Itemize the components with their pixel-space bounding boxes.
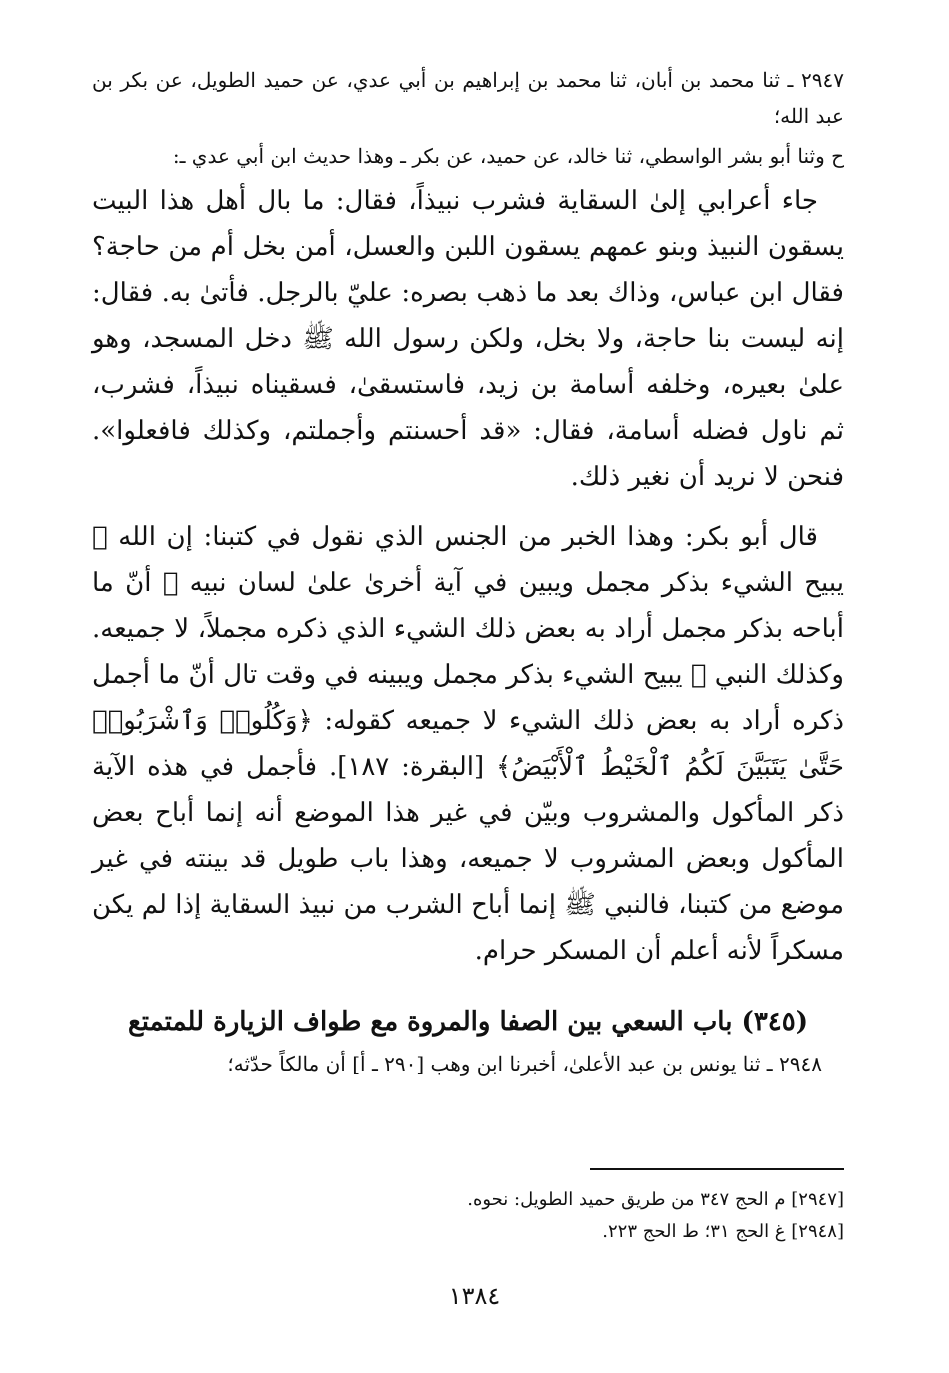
hadith-2948-isnad: ٢٩٤٨ ـ ثنا يونس بن عبد الأعلىٰ، أخبرنا ابن وهب [٢٩٠ ـ أ] أن مالكاً حدّثه؛ [227,1052,822,1076]
main-text [92,62,844,1084]
isnad-line-1: ٢٩٤٧ ـ ثنا محمد بن أبان، ثنا محمد بن إبراهيم بن أبي عدي، عن حميد الطويل، عن بكر بن عبد الله؛ [92,68,844,128]
footnote-2948: [٢٩٤٨] غ الحج ٣١؛ ط الحج ٢٢٣. [602,1221,844,1242]
chapter-heading: (٣٤٥) باب السعي بين الصفا والمروة مع طواف الزيارة للمتمتع [127,1007,809,1037]
footnote-2947: [٢٩٤٧] م الحج ٣٤٧ من طريق حميد الطويل: نحوه. [467,1189,844,1210]
footnote-divider [590,1168,844,1170]
footnotes [92,1184,844,1248]
hadith-2947-isnad [92,62,844,174]
hadith-2947-matn: جاء أعرابي إلىٰ السقاية فشرب نبيذاً، فقال: ما بال أهل هذا البيت يسقون النبيذ وبنو عمهم يسقون اللبن والعسل، أمن بخل أم من حاجة؟ فقال ابن عباس، وذاك بعد ما ذهب بصره: عليّ بالرجل. فأتىٰ به. فقال: إنه ليست بنا حاجة، ولا بخل، ولكن رسول الله ﷺ دخل المسجد، وهو علىٰ بعيره، وخلفه أسامة بن زيد، فاستسقىٰ، فسقيناه نبيذاً، فشرب، ثم ناول فضله أسامة، فقال: «قد أحسنتم وأجملتم، وكذلك فافعلوا». فنحن لا نريد أن نغير ذلك. [92,186,845,492]
isnad-line-2: ح وثنا أبو بشر الواسطي، ثنا خالد، عن حميد، عن بكر ـ وهذا حديث ابن أبي عدي ـ: [172,144,844,168]
page-number: ١٣٨٤ [448,1282,501,1310]
commentary-paragraph: قال أبو بكر: وهذا الخبر من الجنس الذي نقول في كتبنا: إن الله ﷻ يبيح الشيء بذكر مجمل ويبين في آية أخرىٰ علىٰ لسان نبيه ﷺ أنّ ما أباحه بذكر مجمل أراد به بعض ذلك الشيء الذي ذكره مجملاً، لا جميعه. وكذلك النبي ﷺ يبيح الشيء بذكر مجمل ويبينه في وقت تال أنّ ما أجمل ذكره أراد به بعض ذلك الشيء لا جميعه كقوله: ﴿وَكُلُوا۟ وَٱشْرَبُوا۟ حَتَّىٰ يَتَبَيَّنَ لَكُمُ ٱلْخَيْطُ ٱلْأَبْيَضُ﴾ [البقرة: ١٨٧]. فأجمل في هذه الآية ذكر المأكول والمشروب وبيّن في غير هذا الموضع أنه إنما أباح بعض المأكول وبعض المشروب لا جميعه، وهذا باب طويل قد بينته في غير موضع من كتبنا، فالنبي ﷺ إنما أباح الشرب من نبيذ السقاية إذا لم يكن مسكراً لأنه أعلم أن المسكر حرام. [92,522,844,966]
